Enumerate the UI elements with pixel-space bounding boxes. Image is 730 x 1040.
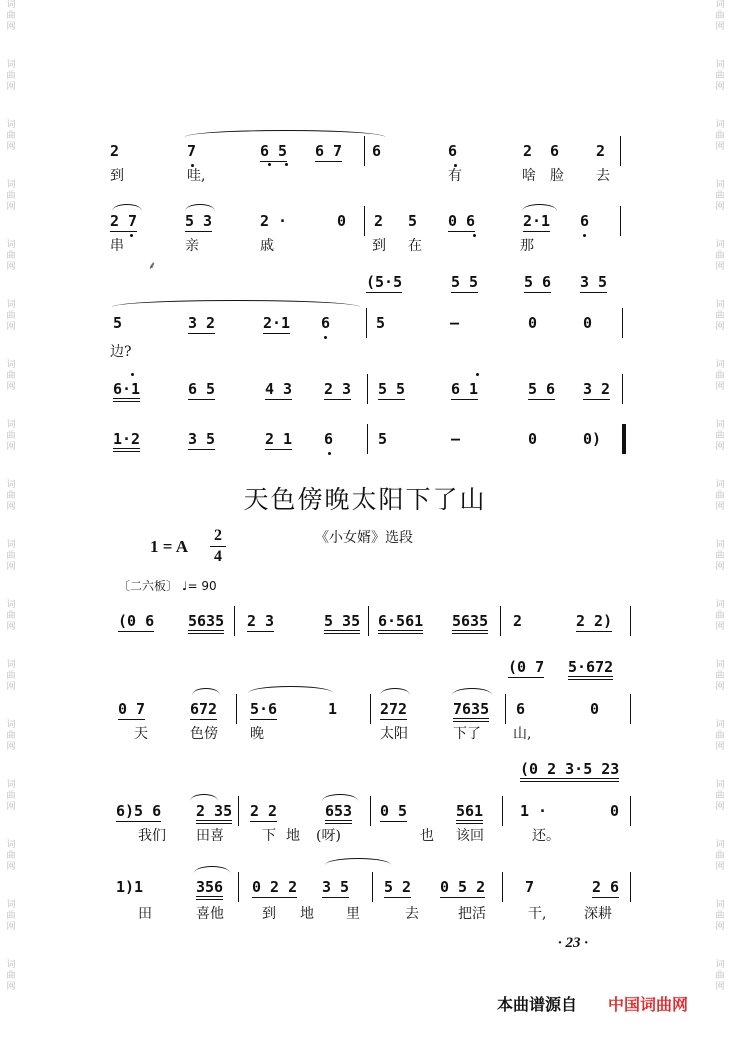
lyric: 地 [300, 906, 314, 922]
lyric: 地 [286, 828, 300, 844]
watermark-text: 词 曲 网 [6, 300, 16, 332]
note: 2 [374, 212, 384, 230]
slur [185, 204, 215, 211]
note: 0 [528, 430, 538, 448]
note: 2 3 [247, 612, 275, 630]
lyric: 天 [134, 726, 148, 742]
barline [368, 606, 369, 636]
note: (0 6 [118, 612, 155, 630]
lyric: 山, [513, 726, 532, 742]
watermark-text: 词 曲 网 [6, 360, 16, 392]
dot [454, 164, 457, 167]
lyric: 把活 [458, 906, 486, 922]
score-row [110, 878, 630, 902]
barline [370, 694, 371, 724]
lyric-row [110, 168, 630, 192]
note: 2 3 [324, 380, 352, 398]
barline [238, 796, 239, 826]
watermark-text: 词 曲 网 [6, 240, 16, 272]
barline [238, 872, 239, 902]
watermark-text: 词 曲 网 [6, 480, 16, 512]
score-row [110, 700, 630, 724]
barline [236, 694, 237, 724]
score-row [110, 212, 630, 236]
score-row [110, 802, 630, 826]
lyric: 有 [448, 168, 462, 184]
lyric: 喜他 [196, 906, 224, 922]
slur [522, 204, 557, 211]
footer-source-label: 本曲谱源自 [497, 995, 578, 1014]
note: 2 7 [110, 212, 138, 230]
barline [372, 872, 373, 902]
page-number: · 23 · [558, 935, 588, 951]
lyric: 那 [520, 238, 534, 254]
lyric: 田喜 [196, 828, 224, 844]
note: 6 7 [315, 142, 343, 160]
watermark-text: 词 曲 网 [715, 120, 725, 152]
note: 5 [408, 212, 418, 230]
slur [112, 204, 142, 211]
note: 6 [448, 142, 458, 160]
note: 2 [596, 142, 606, 160]
note: 6 [324, 430, 334, 448]
lyric: (呀) [316, 828, 341, 844]
meter-top: 2 [214, 527, 222, 544]
lyric: 脸 [550, 168, 564, 184]
note: 6 [580, 212, 590, 230]
note: 5 6 [528, 380, 556, 398]
note: 2 [523, 142, 533, 160]
lyric-row [110, 726, 630, 750]
note: 6 [321, 314, 331, 332]
watermark-text: 词 曲 网 [6, 540, 16, 572]
dot [328, 452, 331, 455]
watermark-text: 词 曲 网 [6, 600, 16, 632]
lyric: 啥 [522, 168, 536, 184]
watermark-text: 词 曲 网 [715, 900, 725, 932]
slur [194, 866, 230, 873]
note: 672 [190, 700, 218, 718]
watermark-text: 词 曲 网 [715, 540, 725, 572]
note: 5·6 [250, 700, 278, 718]
note: 2 35 [196, 802, 232, 824]
watermark-text: 词 曲 网 [6, 0, 16, 32]
lyric-row [110, 238, 630, 262]
note: 2 [513, 612, 523, 630]
note: 0 [610, 802, 620, 820]
note: 5 2 [384, 878, 412, 896]
note: 2 2) [576, 612, 613, 630]
barline [505, 694, 506, 724]
watermark-text: 词 曲 网 [715, 60, 725, 92]
tempo-marking: 〔二六板〕 ♩= 90 [118, 579, 217, 593]
note: 0 [337, 212, 347, 230]
lyric: 亲 [185, 238, 199, 254]
slur [380, 688, 410, 695]
watermark-text: 词 曲 网 [715, 420, 725, 452]
score-row [110, 612, 630, 636]
lyric-row [110, 906, 630, 930]
note: (0 7 [508, 658, 545, 676]
note: 0 [590, 700, 600, 718]
barline [364, 136, 365, 166]
note: 6 1 [451, 380, 479, 398]
lyric: 该回 [456, 828, 484, 844]
score-row [110, 430, 630, 454]
dot [130, 234, 133, 237]
note: 2 6 [592, 878, 620, 896]
note: 5635 [188, 612, 224, 634]
note: 5 5 [451, 273, 479, 291]
barline [620, 136, 621, 166]
lyric: 还。 [532, 828, 560, 844]
note: 0 [583, 314, 593, 332]
note: 3 5 [580, 273, 608, 291]
note: 653 [325, 802, 352, 824]
note: 0 [528, 314, 538, 332]
dot [191, 164, 194, 167]
note: 272 [380, 700, 408, 718]
note: 0 6 [448, 212, 476, 230]
note: 5 [378, 430, 388, 448]
note: 2·1 [523, 212, 551, 230]
barline [370, 796, 371, 826]
lyric: 干, [528, 906, 547, 922]
note: 7635 [453, 700, 489, 722]
watermark-text: 词 曲 网 [715, 780, 725, 812]
lyric: 里 [346, 906, 360, 922]
watermark-text: 词 曲 网 [715, 360, 725, 392]
score-row [110, 658, 630, 682]
lyric: 也 [420, 828, 434, 844]
note: 6·561 [378, 612, 423, 634]
watermark-text: 词 曲 网 [6, 960, 16, 992]
barline [622, 308, 623, 338]
note: 5 [113, 314, 123, 332]
note: 0 5 [380, 802, 408, 820]
note: 3 2 [188, 314, 216, 332]
score-row [110, 142, 630, 166]
note: 2 [110, 142, 120, 160]
note: 2 · [260, 212, 288, 230]
lyric: 到 [262, 906, 276, 922]
note: 0 5 2 [440, 878, 486, 896]
key-signature: 1 = A [150, 537, 189, 556]
note: 6 5 [188, 380, 216, 398]
watermark-text: 词 曲 网 [6, 900, 16, 932]
watermark-text: 词 曲 网 [6, 420, 16, 452]
score-row [110, 380, 630, 404]
final-barline [622, 424, 626, 454]
lyric: 去 [405, 906, 419, 922]
note: 6·1 [113, 380, 140, 402]
barline [500, 606, 501, 636]
barline [630, 606, 631, 636]
note: — [451, 430, 461, 448]
note: 3 5 [322, 878, 350, 896]
source-note: 《小女婿》选段 [315, 530, 413, 546]
watermark-text: 词 曲 网 [6, 780, 16, 812]
barline [234, 606, 235, 636]
note: 5635 [452, 612, 488, 634]
dot [285, 163, 288, 166]
lyric: 到 [372, 238, 386, 254]
note: 3 5 [188, 430, 216, 448]
watermark-text: 词 曲 网 [715, 840, 725, 872]
lyric: 去 [596, 168, 610, 184]
dot [268, 163, 271, 166]
slur [112, 300, 360, 307]
slur [248, 686, 333, 693]
note: 6 5 [260, 142, 288, 160]
slur [452, 688, 492, 695]
note: 7 [187, 142, 197, 160]
barline [364, 206, 365, 236]
note: 1 [328, 700, 338, 718]
watermark-margin-left [2, 0, 20, 1040]
note: 1·2 [113, 430, 140, 452]
barline [366, 308, 367, 338]
watermark-text: 词 曲 网 [6, 660, 16, 692]
lyric: 我们 [138, 828, 166, 844]
watermark-text: 词 曲 网 [715, 300, 725, 332]
slur [322, 794, 358, 801]
watermark-margin-right [711, 0, 729, 1040]
lyric: 晚 [250, 726, 264, 742]
slur [192, 688, 220, 695]
note: 5·672 [568, 658, 613, 680]
lyric: 哇, [187, 168, 206, 184]
dot [324, 336, 327, 339]
slur [190, 794, 218, 801]
note: 6 [550, 142, 560, 160]
score-row [110, 273, 630, 297]
watermark-text: 词 曲 网 [715, 180, 725, 212]
note: 5 [376, 314, 386, 332]
note: 5 35 [324, 612, 360, 634]
lyric: 色傍 [190, 726, 218, 742]
meter-line [210, 546, 226, 547]
lyric: 太阳 [380, 726, 408, 742]
note: 0 7 [118, 700, 146, 718]
barline [620, 206, 621, 236]
watermark-text: 词 曲 网 [715, 0, 725, 32]
barline [502, 872, 503, 902]
note: (0 2 3·5 23 [520, 760, 619, 782]
lyric: 深耕 [584, 906, 612, 922]
note: 5 6 [524, 273, 552, 291]
watermark-text: 词 曲 网 [715, 960, 725, 992]
lyric-row [110, 344, 630, 368]
watermark-text: 词 曲 网 [715, 660, 725, 692]
barline [367, 424, 368, 454]
footer-site-name[interactable]: 中国词曲网 [608, 995, 689, 1014]
meter-bottom: 4 [214, 548, 222, 565]
score-row [110, 760, 630, 784]
lyric-row [110, 828, 630, 852]
slur [325, 858, 391, 865]
dot [476, 373, 479, 376]
note: 6 [516, 700, 526, 718]
lyric: 下 [262, 828, 276, 844]
note: 6)5 6 [116, 802, 162, 820]
note: 1)1 [116, 878, 144, 896]
song-title: 天色傍晚太阳下了山 [243, 485, 487, 514]
dot [583, 234, 586, 237]
watermark-text: 词 曲 网 [6, 60, 16, 92]
score-row [110, 314, 630, 338]
lyric: 串 [110, 238, 124, 254]
watermark-text: 词 曲 网 [715, 720, 725, 752]
note: 561 [456, 802, 483, 824]
lyric: 戚 [260, 238, 274, 254]
note: 0) [583, 430, 602, 448]
watermark-text: 词 曲 网 [715, 480, 725, 512]
dot [473, 234, 476, 237]
note: 4 3 [265, 380, 293, 398]
note: 7 [525, 878, 535, 896]
watermark-text: 词 曲 网 [6, 840, 16, 872]
barline [630, 694, 631, 724]
watermark-text: 词 曲 网 [6, 720, 16, 752]
slur [185, 130, 385, 137]
dot [131, 373, 134, 376]
note: 5 5 [378, 380, 406, 398]
watermark-text: 词 曲 网 [715, 240, 725, 272]
barline [367, 374, 368, 404]
note: 2 2 [250, 802, 278, 820]
note: 6 [372, 142, 382, 160]
watermark-text: 词 曲 网 [6, 120, 16, 152]
note: 3 2 [583, 380, 611, 398]
barline [630, 872, 631, 902]
lyric: 田 [138, 906, 152, 922]
note: — [450, 314, 460, 332]
barline [630, 796, 631, 826]
barline [502, 796, 503, 826]
note: 356 [196, 878, 223, 900]
lyric: 到 [110, 168, 124, 184]
note: 5 3 [185, 212, 213, 230]
note: 1 · [520, 802, 548, 820]
note: 0 2 2 [252, 878, 298, 896]
note: 2·1 [263, 314, 291, 332]
barline [622, 374, 623, 404]
lyric: 在 [408, 238, 422, 254]
lyric: 边? [110, 344, 132, 360]
time-signature [210, 527, 226, 566]
note: 2 1 [265, 430, 293, 448]
lyric: 下了 [453, 726, 481, 742]
note: (5·5 [366, 273, 403, 291]
watermark-text: 词 曲 网 [715, 600, 725, 632]
watermark-text: 词 曲 网 [6, 180, 16, 212]
stray-mark: ⸙ [148, 259, 157, 272]
